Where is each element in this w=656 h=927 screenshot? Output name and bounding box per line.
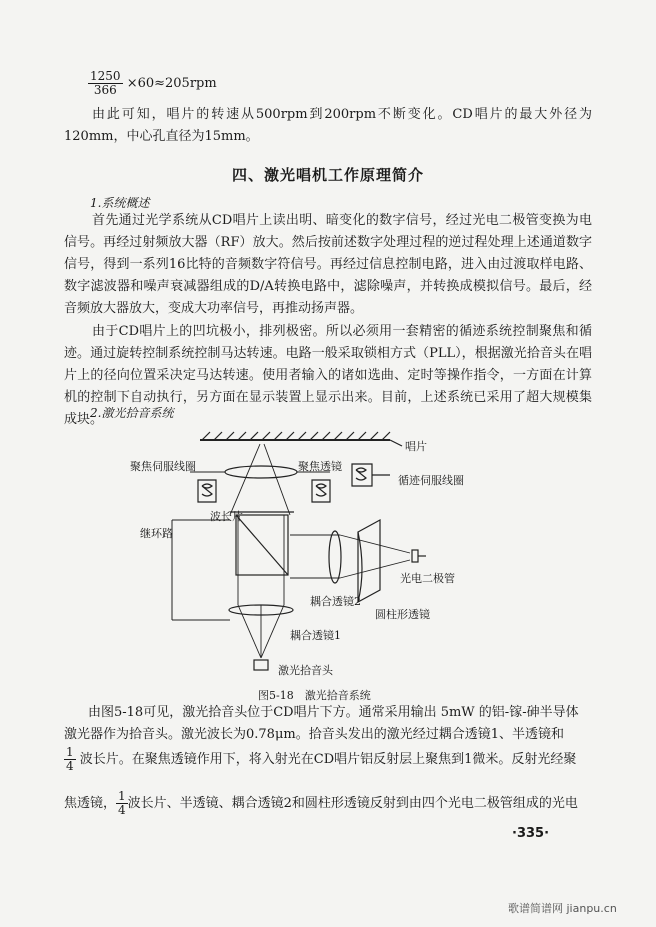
laser-pickup-diagram [130,420,530,688]
formula-numerator: 1250 [90,69,121,83]
cylinder-lens-shape [358,520,380,602]
formula-rest: ×60≈205rpm [126,76,217,91]
para3-line4-start: 焦透镜， [64,796,117,811]
para3-line4 [64,790,578,817]
paragraph-tracking: 由于CD唱片上的凹坑极小，排列极密。所以必须用一套精密的循迹系统控制聚焦和循迹。通过旋转控制系统控制马达转速。电路一般采取锁相方式（PLL），根据激光拾音头在唱片上的径向位置采决定马达转速。使用者输入的诸如选曲、定时等操作指令，一方面在计算机的控制下自动执行，另方面在显示装置上显示出来。目前，上述系统已采用了超大规模集成块。 [64,324,592,427]
label-laser-head: 激光拾音头 [278,664,333,677]
label-wave-plate: 波长片 [210,510,243,523]
disc-surface [200,432,402,446]
label-cylinder-lens: 圆柱形透镜 [375,608,430,621]
fraction-numerator: 1 [66,745,74,759]
subsection-2-title: 2.激光拾音系统 [90,406,174,420]
para3-line1: 由图5-18可见，激光拾音头位于CD唱片下方。通常采用输出 5mW 的铝-镓-砷半导体 [88,705,579,720]
focus-coil-left [198,480,216,502]
formula-fraction [88,70,123,97]
loop-path-bracket [172,520,230,620]
label-photodiode: 光电二极管 [400,572,455,585]
fraction-numerator: 1 [118,789,126,803]
label-disc: 唱片 [405,440,427,453]
label-coupling-lens-2: 耦合透镜2 [310,595,361,608]
fraction-denominator: 4 [118,803,126,817]
figure-caption: 图5-18 激光拾音系统 [258,689,371,702]
tracking-coil [352,464,390,486]
label-focus-coil: 聚焦伺服线圈 [130,460,196,473]
quarter-fraction-2 [116,790,128,817]
laser-head-shape [254,660,268,670]
para3-line4-end: 波长片、半透镜、耦合透镜2和圆柱形透镜反射到由四个光电二极管组成的光电 [127,796,578,811]
label-focus-lens: 聚焦透镜 [298,460,342,473]
coupling-lens-2-shape [329,531,341,583]
label-coupling-lens-1: 耦合透镜1 [290,629,341,642]
intro-paragraph: 由此可知，唱片的转速从500rpm到200rpm不断变化。CD唱片的最大外径为120mm，中心孔直径为15mm。 [64,107,592,144]
label-loop-path: 继环路 [140,527,173,540]
fraction-denominator: 4 [66,759,74,773]
label-tracking-coil: 循迹伺服线圈 [398,474,464,487]
para3-line2: 激光器作为拾音头。激光波长为0.78μm。拾音头发出的激光经过耦合透镜1、半透镜和 [64,727,564,742]
focus-coil-right [312,480,330,502]
para3-line3-text: 波长片。在聚焦透镜作用下，将入射光在CD唱片铝反射层上聚焦到1微米。反射光经聚 [79,752,577,767]
laser-beam [230,444,410,658]
formula-denominator: 366 [93,83,117,97]
page-number: ·335· [512,826,550,841]
photodiode-shape [412,550,426,562]
rpm-formula [88,70,217,97]
para3-line3 [64,746,576,773]
focus-lens-shape [225,466,297,478]
watermark: 歌谱简谱网 jianpu.cn [508,902,617,915]
paragraph-system-overview: 首先通过光学系统从CD唱片上读出明、暗变化的数字信号，经过光电二极管变换为电信号。再经过射频放大器（RF）放大。然后按前述数字处理过程的逆过程处理上述通道数字信号，得到一系列16比特的音频数字符信号。再经过信息控制电路，进入由过渡取样电路、数字滤波器和噪声衰减器组成的D/A转换电路中，滤除噪声，并转换成模拟信号。最后，经音频放大器放大，变成大功率信号，再推动扬声器。 [64,213,592,316]
section-title: 四、激光唱机工作原理简介 [231,166,424,184]
quarter-fraction-1 [64,746,76,773]
subsection-1-title: 1.系统概述 [90,196,150,210]
